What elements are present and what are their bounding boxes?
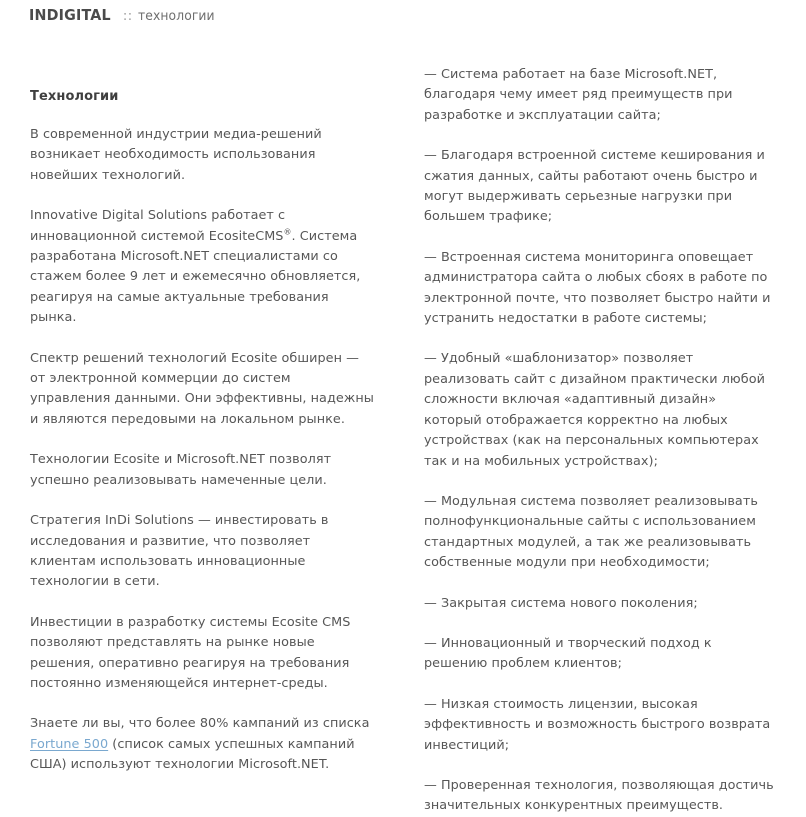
paragraph-fortune-text-after: (список самых успешных кампаний США) используют технологии Microsoft.NET. <box>30 736 355 773</box>
paragraph-fortune-text-before: Знаете ли вы, что более 80% кампаний из списка <box>30 716 370 732</box>
paragraph-ecositecms <box>30 206 375 328</box>
logo-wordmark[interactable]: INDIGITAL <box>29 6 111 24</box>
paragraph-ecositecms-text-after: . Система разработана Microsoft.NET специалистами со стажем более 9 лет и ежемесячно обновляется, реагируя на самые актуальные требования рынка. <box>30 228 361 326</box>
paragraph-investments: Инвестиции в разработку системы Ecosite CMS позволяют представлять на рынке новые решения, оперативно реагируя на требования постоянно изменяющейся интернет-среды. <box>30 614 351 691</box>
right-column <box>424 65 776 817</box>
paragraph-strategy: Стратегия InDi Solutions — инвестировать в исследования и развитие, что позволяет клиентам использовать инновационные технологии в сети. <box>30 513 329 590</box>
paragraph-ecositecms-text-before: Innovative Digital Solutions работает с инновационной системой EcositeCMS <box>30 208 286 244</box>
paragraph-intro: В современной индустрии медиа-решений возникает необходимость использования новейших технологий. <box>30 127 322 183</box>
bullet-item-innovation: — Инновационный и творческий подход к решению проблем клиентов; <box>424 635 712 672</box>
left-column <box>30 88 375 776</box>
title-spacer <box>30 106 375 125</box>
bullet-item-modular: — Модульная система позволяет реализовывать полнофункциональные сайты с использованием стандартных модулей, а так же реализовывать собственные модули при необходимости; <box>424 493 758 571</box>
bullet-item-platform: — Система работает на базе Microsoft.NET, благодаря чему имеет ряд преимуществ при разработке и эксплуатации сайта; <box>424 67 733 123</box>
paragraph-spectrum: Спектр решений технологий Ecosite обширен — от электронной коммерции до систем управления данными. Они эффективны, надежны и являются передовыми на локальном рынке. <box>30 350 374 427</box>
registered-trademark-icon: ® <box>283 227 292 237</box>
paragraph-goals: Технологии Ecosite и Microsoft.NET позволят успешно реализовывать намеченные цели. <box>30 452 332 488</box>
paragraph-fortune <box>30 714 375 775</box>
bullet-item-templating: — Удобный «шаблонизатор» позволяет реализовать сайт с дизайном практически любой сложности включая «адаптивный дизайн» который отображается корректно на любых устройствах (как на персональных компьютерах так и на мобильных устройствах); <box>424 351 765 469</box>
bullet-item-proven-technology: — Проверенная технология, позволяющая достичь значительных конкурентных преимуществ. <box>424 777 774 814</box>
bullet-item-closed-system: — Закрытая система нового поколения; <box>424 595 698 611</box>
logo-tagline: технологии <box>137 9 215 24</box>
bullet-item-monitoring: — Встроенная система мониторинга оповещает администратора сайта о любых сбоях в работе по электронной почте, что позволяет быстро найти и устранить недостатки в работе системы; <box>424 249 771 327</box>
fortune-500-link[interactable]: Fortune 500 <box>30 736 109 752</box>
logo-separator: :: <box>122 9 133 24</box>
bullet-item-license-cost: — Низкая стоимость лицензии, высокая эффективность и возможность быстрого возврата инвестиций; <box>424 696 771 753</box>
page-title: Технологии <box>30 89 119 104</box>
bullet-item-caching: — Благодаря встроенной системе кеширования и сжатия данных, сайты работают очень быстро и могут выдерживать серьезные нагрузки при большем трафике; <box>424 148 765 225</box>
